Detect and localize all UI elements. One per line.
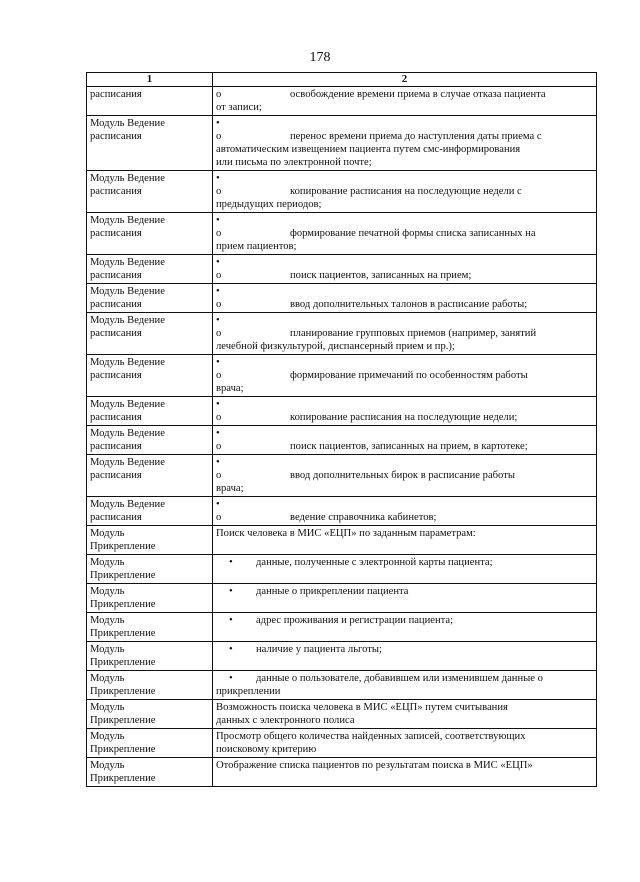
function-text: данные, полученные с электронной карты пациента; [256,557,493,568]
function-line [216,527,593,540]
function-cell [213,700,597,729]
function-text: автоматическим извещением пациента путем смс-информирования [216,144,521,155]
column-header-1: 1 [87,73,213,87]
module-cell [87,397,213,426]
sub-bullet-marker: o [216,441,222,452]
function-line [216,643,593,656]
function-line [216,482,593,495]
function-text: прием пациентов; [216,241,297,252]
bullet-marker: • [216,215,220,226]
table-row [87,87,597,116]
function-text: поиск пациентов, записанных на прием; [290,270,472,281]
function-cell [213,355,597,397]
module-cell [87,700,213,729]
module-name: Модуль Ведение [90,118,165,129]
module-name: Модуль Ведение [90,499,165,510]
function-cell [213,87,597,116]
module-name: расписания [90,412,142,423]
function-line [216,730,593,743]
module-name: расписания [90,512,142,523]
table-row [87,613,597,642]
function-text: адрес проживания и регистрации пациента; [256,615,454,626]
bullet-marker: • [216,286,220,297]
function-line [216,556,593,569]
table-row [87,355,597,397]
module-name: Модуль [90,586,125,597]
bullet-marker: • [229,644,233,655]
table-row [87,284,597,313]
function-cell [213,213,597,255]
function-cell [213,671,597,700]
function-text: Отображение списка пациентов по результатам поиска в МИС «ЕЦП» [216,760,533,771]
module-cell [87,87,213,116]
module-name: Модуль Ведение [90,457,165,468]
function-text: данные о прикреплении пациента [256,586,409,597]
module-name: Прикрепление [90,599,156,610]
bullet-marker: • [229,615,233,626]
bullet-marker: • [216,399,220,410]
bullet-marker: • [216,428,220,439]
function-cell [213,255,597,284]
function-line [216,340,593,353]
module-name: Прикрепление [90,773,156,784]
function-text: Возможность поиска человека в МИС «ЕЦП» путем считывания [216,702,508,713]
bullet-marker: • [216,457,220,468]
function-line [216,298,593,311]
function-line [216,411,593,424]
sub-bullet-marker: o [216,131,222,142]
function-text: данные о пользователе, добавившем или изменившем данные о [256,673,543,684]
module-name: расписания [90,370,142,381]
table-row [87,116,597,171]
module-name: Модуль [90,615,125,626]
table-row [87,584,597,613]
function-line [216,101,593,114]
page-number: 178 [309,50,331,65]
function-cell [213,397,597,426]
requirements-table [86,72,597,787]
function-cell [213,455,597,497]
module-name: Прикрепление [90,628,156,639]
function-line [216,327,593,340]
function-line [216,130,593,143]
module-name: Прикрепление [90,657,156,668]
function-line [216,156,593,169]
function-text: ввод дополнительных бирок в расписание работы [290,470,515,481]
sub-bullet-marker: o [216,370,222,381]
function-text: формирование примечаний по особенностям работы [290,370,528,381]
bullet-marker: • [216,173,220,184]
table-row [87,526,597,555]
bullet-marker: • [216,257,220,268]
module-name: расписания [90,470,142,481]
function-line [216,143,593,156]
module-name: Модуль Ведение [90,215,165,226]
function-text: поисковому критерию [216,744,317,755]
function-text: врача; [216,483,244,494]
module-cell [87,497,213,526]
module-name: расписания [90,299,142,310]
table-body [87,87,597,787]
module-cell [87,671,213,700]
function-text: лечебной физкультурой, диспансерный прием и пр.); [216,341,455,352]
function-line [216,382,593,395]
table-row [87,455,597,497]
module-cell [87,455,213,497]
function-text: предыдущих периодов; [216,199,322,210]
module-name: Модуль Ведение [90,428,165,439]
function-text: врача; [216,383,244,394]
column-header-2: 2 [213,73,597,87]
sub-bullet-marker: o [216,299,222,310]
function-text: Просмотр общего количества найденных записей, соответствующих [216,731,526,742]
module-cell [87,171,213,213]
module-cell [87,729,213,758]
function-text: наличие у пациента льготы; [256,644,382,655]
function-text: формирование печатной формы списка записанных на [290,228,536,239]
function-line [216,743,593,756]
bullet-marker: • [216,499,220,510]
module-name: Модуль [90,731,125,742]
function-cell [213,584,597,613]
function-cell [213,497,597,526]
table-row [87,255,597,284]
module-name: Прикрепление [90,570,156,581]
table-row [87,758,597,787]
sub-bullet-marker: o [216,412,222,423]
function-cell [213,313,597,355]
function-text: данных с электронного полиса [216,715,355,726]
module-name: Модуль [90,644,125,655]
sub-bullet-marker: o [216,270,222,281]
function-line [216,759,593,772]
header-row [87,73,597,87]
module-cell [87,284,213,313]
module-name: расписания [90,441,142,452]
module-cell [87,555,213,584]
sub-bullet-marker: o [216,186,222,197]
function-text: копирование расписания на последующие недели; [290,412,518,423]
function-line [216,440,593,453]
module-cell [87,116,213,171]
module-name: Модуль [90,557,125,568]
module-name: расписания [90,89,142,100]
module-name: Прикрепление [90,541,156,552]
module-name: Модуль [90,673,125,684]
module-name: расписания [90,131,142,142]
table-row [87,171,597,213]
sub-bullet-marker: o [216,470,222,481]
function-text: Поиск человека в МИС «ЕЦП» по заданным параметрам: [216,528,476,539]
table-row [87,671,597,700]
function-line [216,714,593,727]
module-name: расписания [90,186,142,197]
bullet-marker: • [216,118,220,129]
module-cell [87,758,213,787]
module-name: Модуль [90,702,125,713]
sub-bullet-marker: o [216,512,222,523]
module-cell [87,213,213,255]
function-line [216,185,593,198]
function-line [216,198,593,211]
function-line [216,685,593,698]
function-text: ввод дополнительных талонов в расписание работы; [290,299,528,310]
module-name: расписания [90,228,142,239]
sub-bullet-marker: o [216,228,222,239]
function-text: прикреплении [216,686,281,697]
module-name: расписания [90,328,142,339]
module-name: Прикрепление [90,744,156,755]
table-row [87,213,597,255]
table-row [87,700,597,729]
bullet-marker: • [216,357,220,368]
function-line [216,701,593,714]
table-row [87,555,597,584]
module-cell [87,313,213,355]
function-text: ведение справочника кабинетов; [290,512,437,523]
module-name: Модуль Ведение [90,257,165,268]
sub-bullet-marker: o [216,328,222,339]
function-line [216,269,593,282]
function-line [216,240,593,253]
function-line [216,469,593,482]
module-cell [87,426,213,455]
sub-bullet-marker: o [216,89,222,100]
function-text: планирование групповых приемов (например, занятий [290,328,537,339]
function-text: копирование расписания на последующие недели с [290,186,522,197]
module-name: Модуль Ведение [90,357,165,368]
function-line [216,585,593,598]
module-cell [87,642,213,671]
module-name: расписания [90,270,142,281]
bullet-marker: • [229,586,233,597]
function-line [216,369,593,382]
function-cell [213,284,597,313]
module-name: Модуль Ведение [90,399,165,410]
module-cell [87,255,213,284]
function-cell [213,526,597,555]
function-cell [213,642,597,671]
function-cell [213,613,597,642]
function-text: или письма по электронной почте; [216,157,372,168]
function-text: от записи; [216,102,262,113]
function-cell [213,729,597,758]
function-text: перенос времени приема до наступления даты приема с [290,131,542,142]
function-text: поиск пациентов, записанных на прием, в картотеке; [290,441,528,452]
module-cell [87,584,213,613]
function-cell [213,758,597,787]
table-row [87,642,597,671]
table-row [87,397,597,426]
function-line [216,614,593,627]
module-name: Прикрепление [90,686,156,697]
function-cell [213,116,597,171]
table-row [87,497,597,526]
bullet-marker: • [229,673,233,684]
function-line [216,88,593,101]
module-cell [87,613,213,642]
module-name: Прикрепление [90,715,156,726]
bullet-marker: • [216,315,220,326]
table-row [87,426,597,455]
function-line [216,511,593,524]
function-text: освобождение времени приема в случае отказа пациента [290,89,546,100]
module-name: Модуль [90,528,125,539]
module-cell [87,526,213,555]
table-row [87,729,597,758]
bullet-marker: • [229,557,233,568]
module-name: Модуль Ведение [90,315,165,326]
module-cell [87,355,213,397]
function-cell [213,426,597,455]
function-line [216,672,593,685]
table-row [87,313,597,355]
module-name: Модуль Ведение [90,286,165,297]
function-cell [213,555,597,584]
module-name: Модуль Ведение [90,173,165,184]
module-name: Модуль [90,760,125,771]
function-line [216,227,593,240]
function-cell [213,171,597,213]
